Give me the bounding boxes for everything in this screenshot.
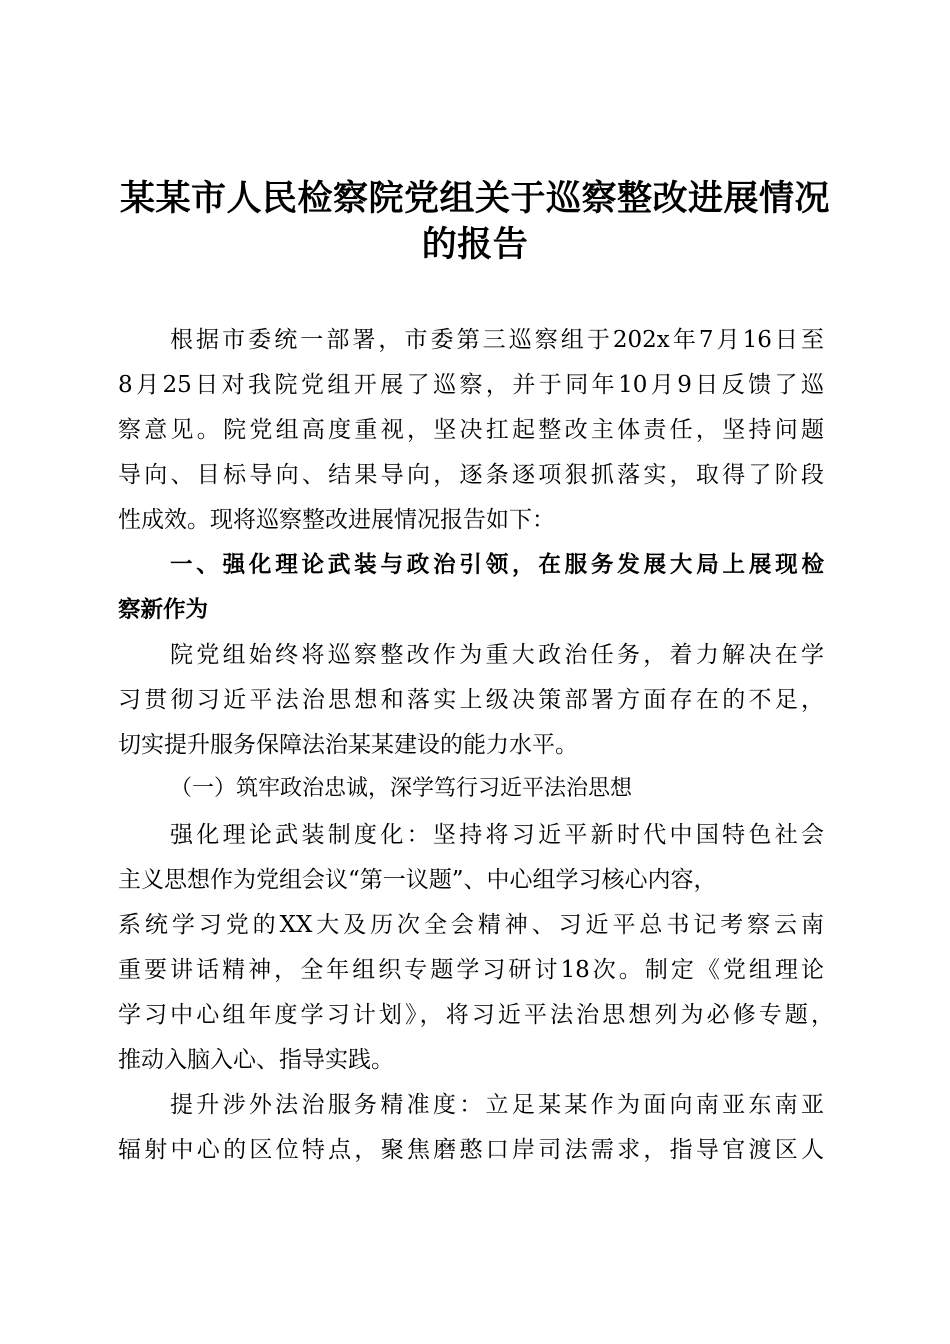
intro-line: 8月25日对我院党组开展了巡察，并于同年10月9日反馈了巡 xyxy=(118,372,824,398)
paragraph-line: 系统学习党的XX大及历次全会精神、习近平总书记考察云南 xyxy=(118,912,824,938)
section-heading: 一、强化理论武装与政治引领，在服务发展大局上展现检 xyxy=(170,552,824,578)
section-body-line: 院党组始终将巡察整改作为重大政治任务，着力解决在学 xyxy=(170,642,824,668)
paragraph-line: 主义思想作为党组会议“第一议题”、中心组学习核心内容， xyxy=(118,867,717,893)
paragraph-line: 重要讲话精神，全年组织专题学习研讨18次。制定《党组理论 xyxy=(118,957,824,983)
document-title-line-2: 的报告 xyxy=(421,225,529,264)
intro-line: 根据市委统一部署，市委第三巡察组于202x年7月16日至 xyxy=(170,327,824,353)
section-heading: 察新作为 xyxy=(118,597,209,623)
document-title-line-1: 某某市人民检察院党组关于巡察整改进展情况 xyxy=(119,179,830,218)
paragraph-line: 提升涉外法治服务精准度：立足某某作为面向南亚东南亚 xyxy=(170,1092,824,1118)
paragraph-line: 学习中心组年度学习计划》，将习近平法治思想列为必修专题， xyxy=(118,1002,834,1028)
intro-line: 察意见。院党组高度重视，坚决扛起整改主体责任，坚持问题 xyxy=(118,417,824,443)
intro-line: 导向、目标导向、结果导向，逐条逐项狠抓落实，取得了阶段 xyxy=(118,462,824,488)
intro-line: 性成效。现将巡察整改进展情况报告如下： xyxy=(118,507,555,533)
subsection-heading: （一）筑牢政治忠诚，深学笃行习近平法治思想 xyxy=(170,776,633,801)
paragraph-line: 强化理论武装制度化：坚持将习近平新时代中国特色社会 xyxy=(170,822,824,848)
paragraph-line: 推动入脑入心、指导实践。 xyxy=(118,1047,394,1073)
section-body-line: 切实提升服务保障法治某某建设的能力水平。 xyxy=(118,732,578,758)
section-body-line: 习贯彻习近平法治思想和落实上级决策部署方面存在的不足， xyxy=(118,687,824,713)
paragraph-line: 辐射中心的区位特点，聚焦磨憨口岸司法需求，指导官渡区人 xyxy=(118,1137,824,1163)
